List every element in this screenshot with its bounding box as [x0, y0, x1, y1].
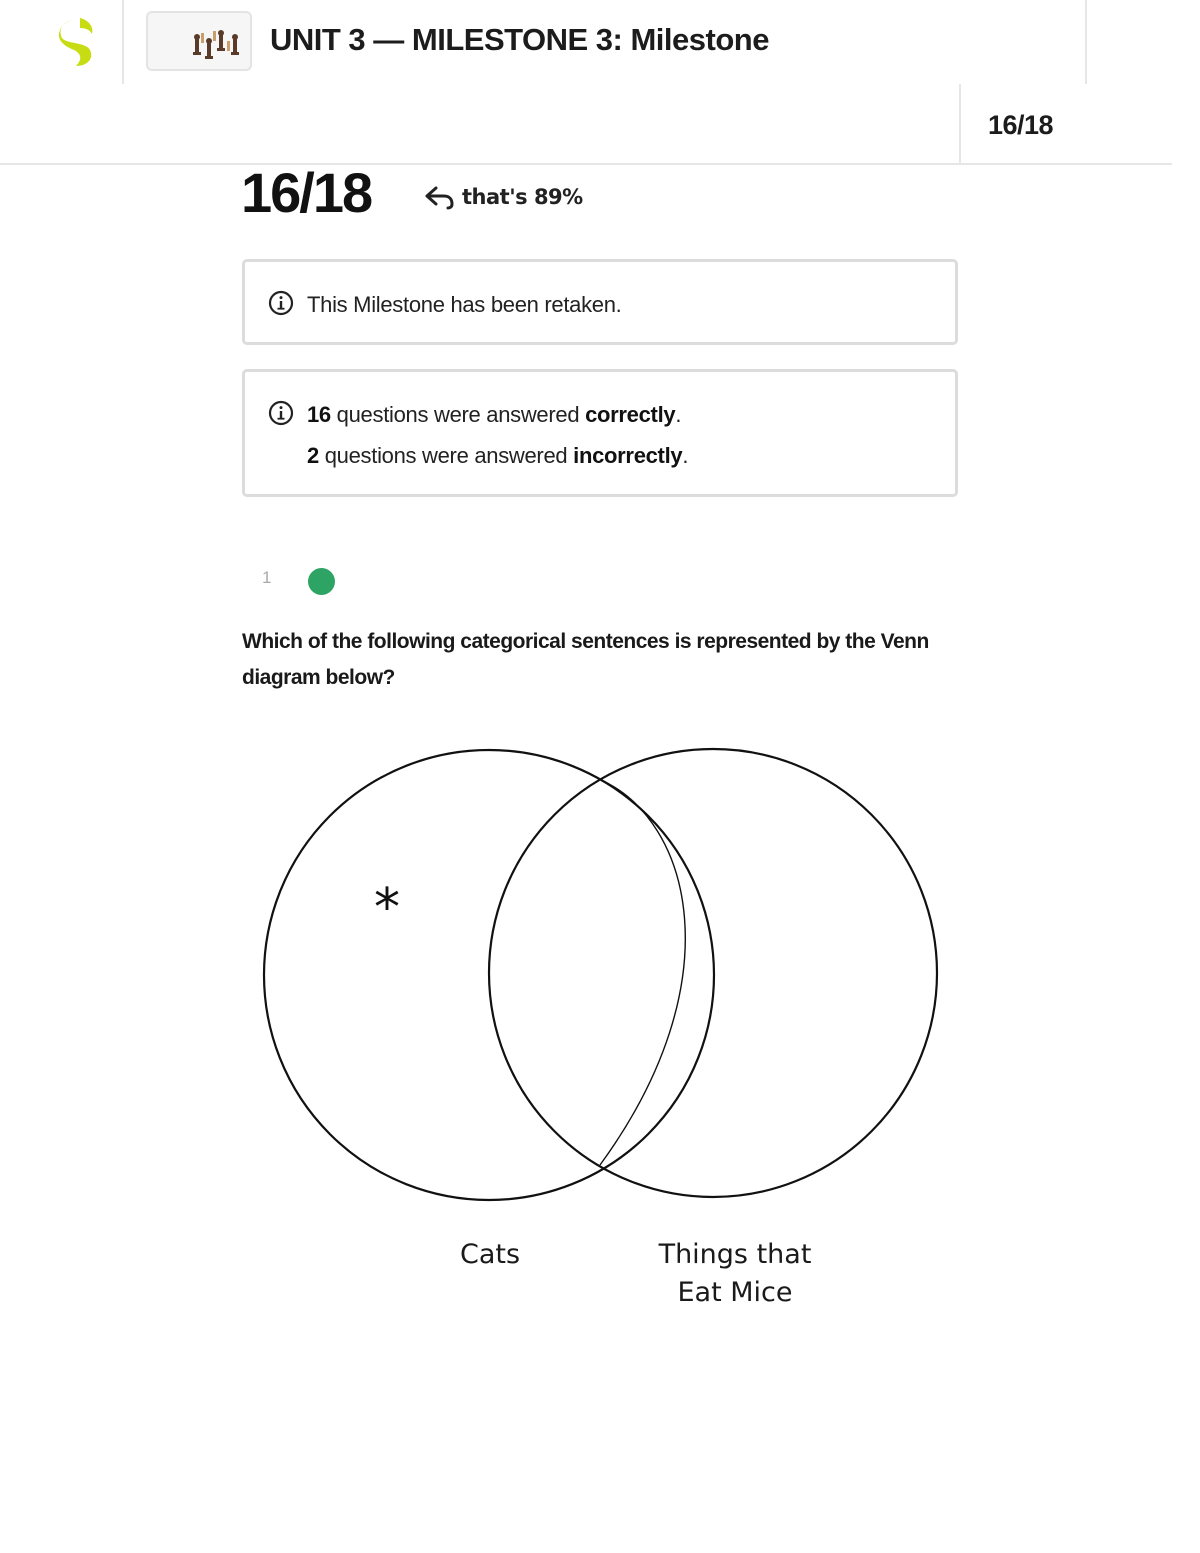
score-percent-text: that's 89% — [462, 185, 583, 209]
correct-text: questions were answered — [330, 402, 586, 427]
question-text: Which of the following categorical sentences is represented by the Venn diagram below? — [242, 630, 929, 689]
venn-marker: * — [374, 878, 400, 938]
venn-label-line: Things that — [658, 1239, 812, 1270]
correct-word: correctly — [585, 402, 676, 427]
venn-overlap-outline — [600, 780, 685, 1165]
incorrect-text: questions were answered — [318, 443, 574, 468]
retaken-notice-text: This Milestone has been retaken. — [307, 292, 622, 317]
page-title: UNIT 3 — MILESTONE 3: Milestone — [270, 22, 769, 57]
incorrect-word: incorrectly — [573, 443, 683, 468]
correct-period: . — [675, 402, 682, 427]
incorrect-period: . — [682, 443, 689, 468]
milestone-score: 16/18 — [241, 161, 372, 224]
venn-label-things-that-eat-mice — [630, 1236, 840, 1312]
venn-label-cats: Cats — [459, 1239, 521, 1270]
correct-count: 16 — [307, 402, 331, 427]
incorrect-count: 2 — [307, 443, 319, 468]
venn-label-line: Eat Mice — [677, 1277, 793, 1308]
question-number[interactable]: 1 — [262, 568, 272, 587]
score-bar-value: 16/18 — [988, 110, 1054, 140]
